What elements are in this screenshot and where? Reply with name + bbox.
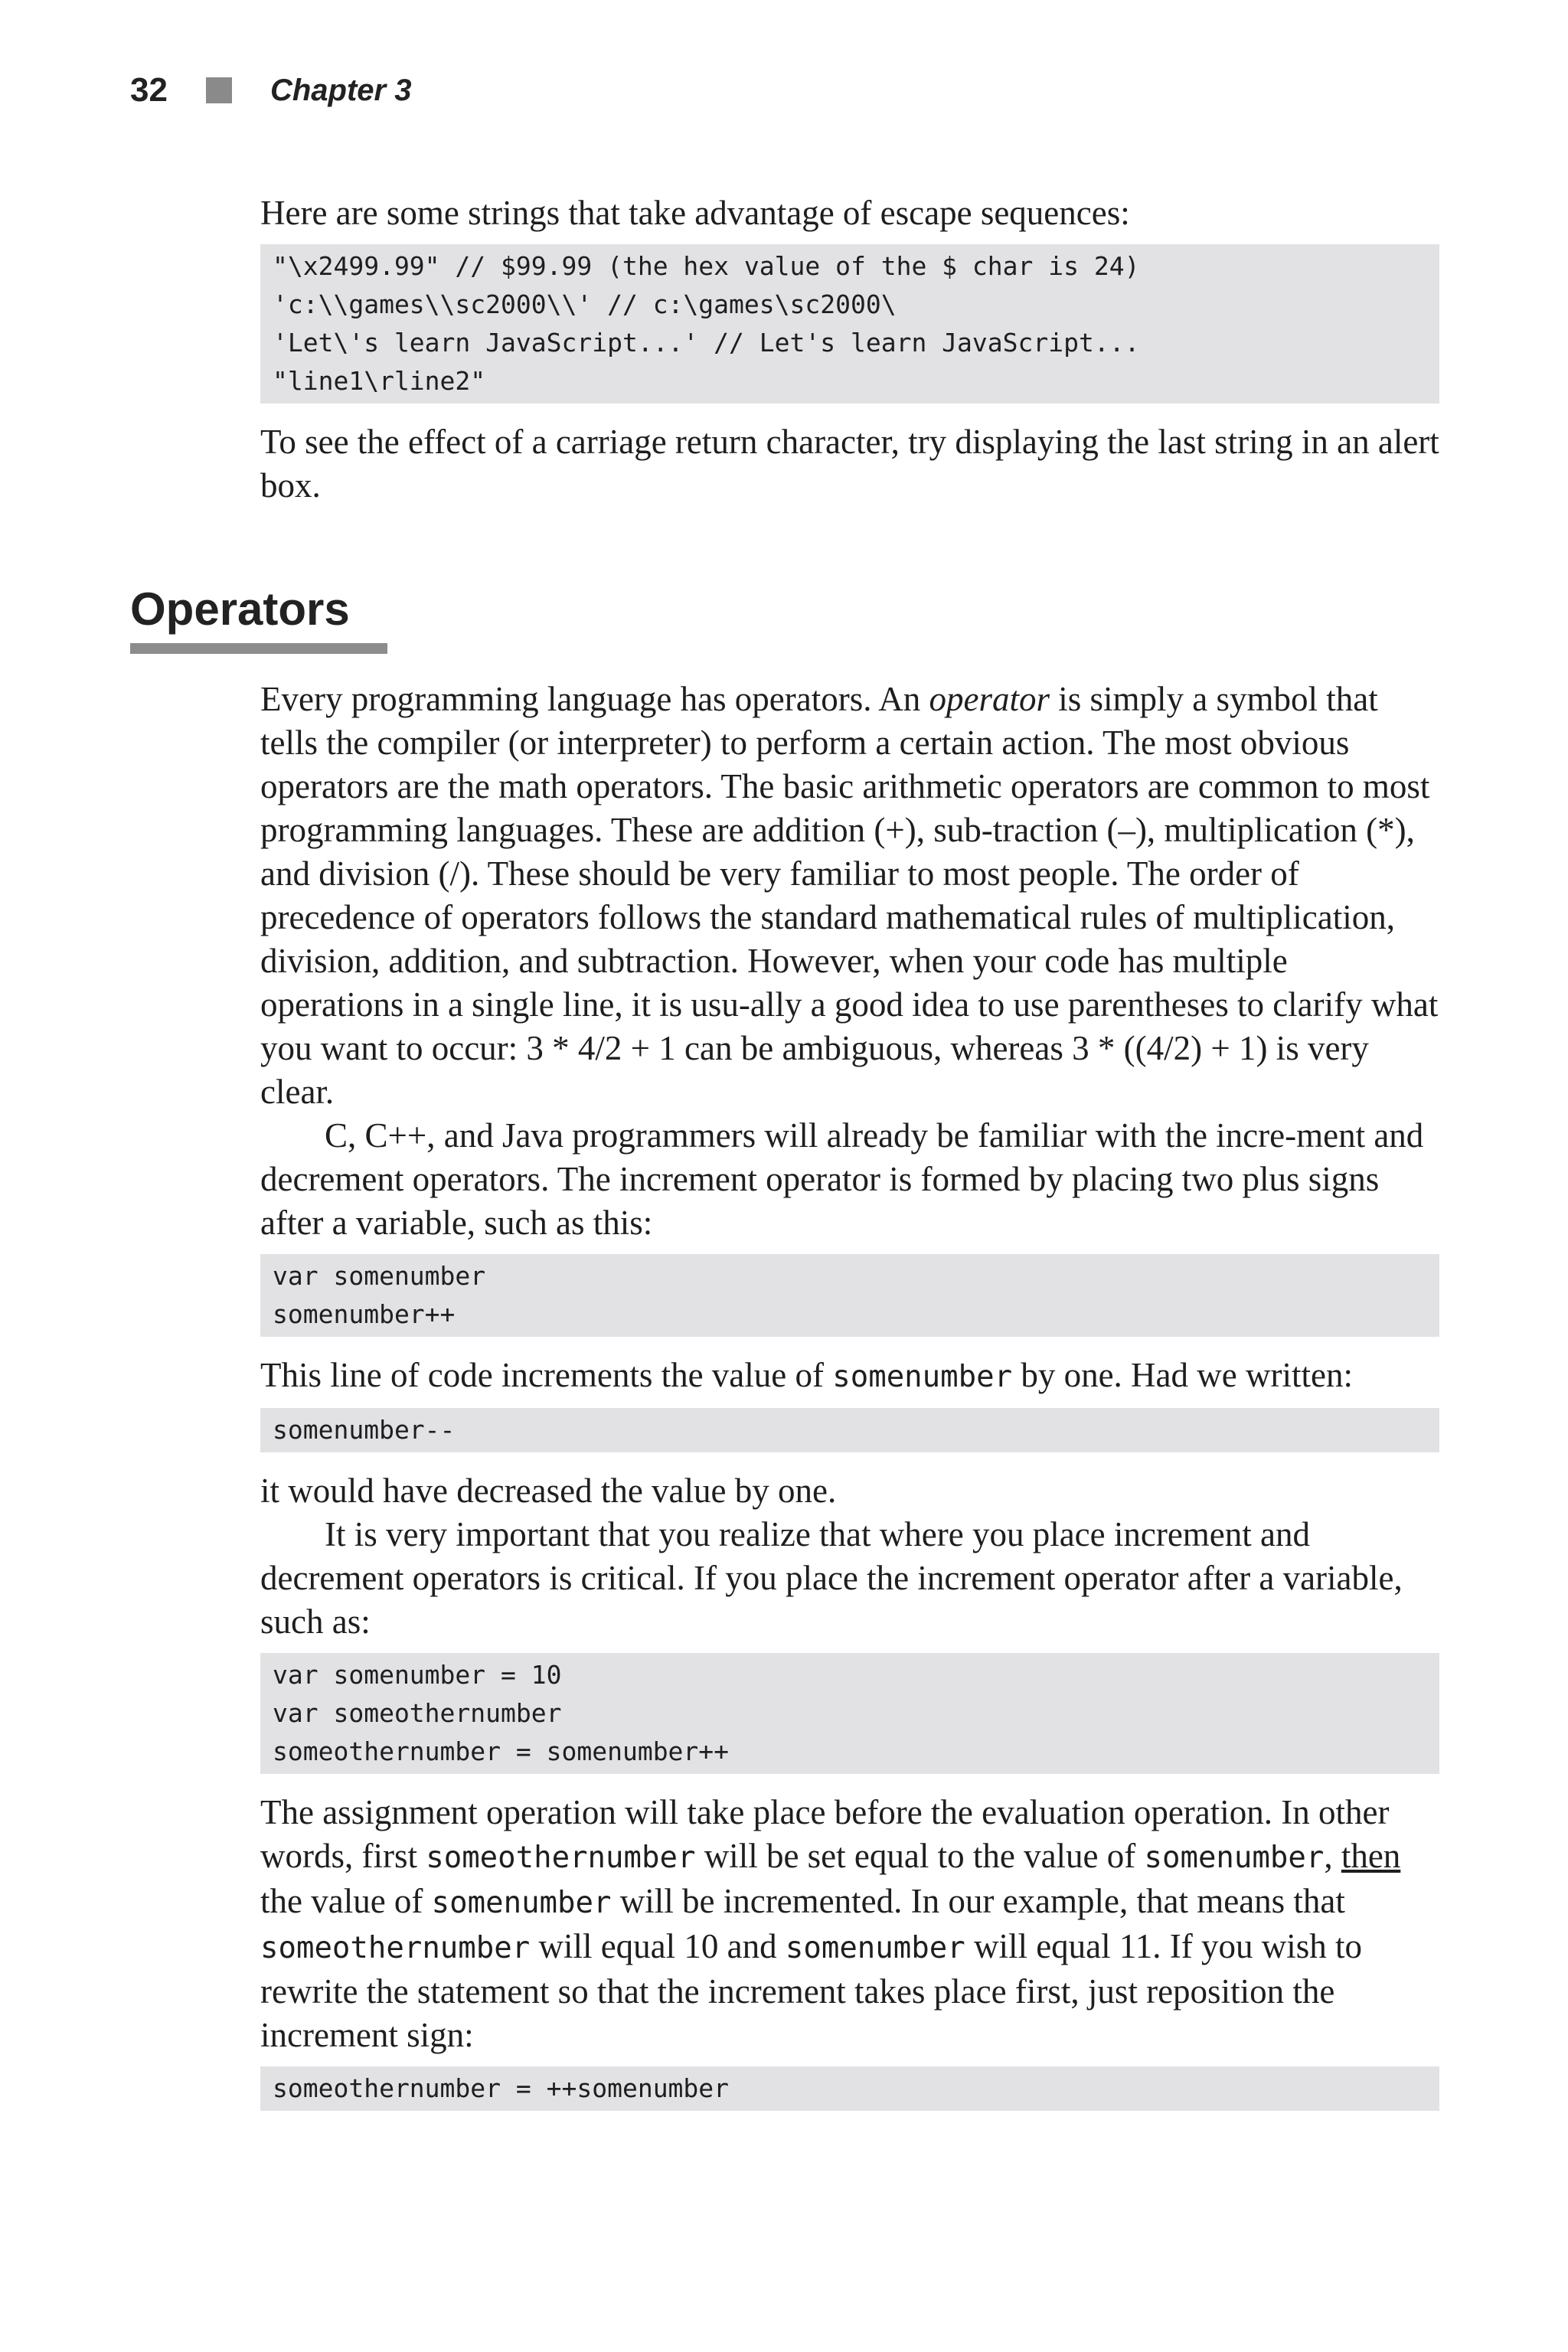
code-block-postfix <box>260 1653 1439 1774</box>
code-line: someothernumber = somenumber++ <box>273 1736 730 1766</box>
inline-code: somenumber <box>785 1931 965 1965</box>
inline-code: somenumber <box>832 1360 1013 1394</box>
code-block-escape-strings <box>260 244 1439 403</box>
text-run: This line of code increments the value of <box>260 1356 833 1394</box>
operators-paragraph-4: it would have decreased the value by one. <box>260 1472 837 1510</box>
operators-paragraph-1 <box>260 678 1439 1114</box>
inline-code: someothernumber <box>426 1841 696 1875</box>
code-line: 'Let\'s learn JavaScript...' // Let's learn JavaScript... <box>273 328 1140 358</box>
operators-paragraph-2: C, C++, and Java programmers will already be familiar with the incre-ment and decrement operators. The increment operator is formed by placing two plus signs after a variable, such as this: <box>260 1116 1424 1242</box>
code-block-prefix <box>260 2066 1439 2111</box>
text-run: is simply a symbol that tells the compiler (or interpreter) to perform a certain action. The most obvious operators are the math operators. The basic arithmetic operators are common to most programming languages. These are addition (+), sub-traction (–), multiplication (*), and division (/). These should be very familiar to most people. The order of precedence of operators follows the standard mathematical rules of multiplication, division, addition, and subtraction. However, when your code has multiple operations in a single line, it is usu-ally a good idea to use parentheses to clarify what you want to occur: 3 * 4/2 + 1 can be ambiguous, whereas 3 * ((4/2) + 1) is very clear. <box>260 680 1439 1111</box>
code-line: var somenumber <box>273 1261 486 1291</box>
emphasis-operator: operator <box>929 680 1050 718</box>
text-run: Every programming language has operators. An <box>260 680 929 718</box>
text-run: The assignment operation will take place before the evaluation operation. In other words, first <box>260 1793 1390 1875</box>
text-run: will be incremented. In our example, that means that <box>611 1882 1345 1920</box>
operators-paragraph-3 <box>260 1354 1439 1399</box>
inline-code: somenumber <box>1144 1841 1325 1875</box>
text-run: will be set equal to the value of <box>695 1837 1145 1875</box>
intro-paragraph: Here are some strings that take advantage of escape sequences: <box>260 194 1130 232</box>
page-number: 32 <box>130 71 168 109</box>
chapter-label: Chapter 3 <box>270 73 412 107</box>
code-line: somenumber-- <box>273 1415 456 1445</box>
intro-section <box>260 191 1439 508</box>
code-line: var someothernumber <box>273 1698 562 1728</box>
text-run: the value of <box>260 1882 432 1920</box>
code-block-decrement <box>260 1408 1439 1452</box>
intro-after-paragraph: To see the effect of a carriage return character, try displaying the last string in an alert box. <box>260 423 1439 505</box>
code-line: "line1\rline2" <box>273 366 486 396</box>
code-line: somenumber++ <box>273 1299 456 1329</box>
code-line: "\x2499.99" // $99.99 (the hex value of the $ char is 24) <box>273 251 1140 281</box>
operators-body <box>260 678 1439 2128</box>
heading-underline-rule <box>130 643 387 654</box>
operators-paragraph-5: It is very important that you realize that where you place increment and decrement operators is critical. If you place the increment operator after a variable, such as: <box>260 1515 1403 1641</box>
code-line: 'c:\\games\\sc2000\\' // c:\games\sc2000\ <box>273 289 897 319</box>
page-header <box>130 67 411 113</box>
inline-code: someothernumber <box>260 1931 531 1965</box>
header-square-icon <box>206 77 232 103</box>
text-run: , <box>1324 1837 1341 1875</box>
code-line: someothernumber = ++somenumber <box>273 2073 730 2103</box>
code-line: var somenumber = 10 <box>273 1660 562 1690</box>
text-run: will equal 10 and <box>530 1927 786 1965</box>
section-heading-block <box>130 582 387 654</box>
underlined-text: then <box>1341 1837 1401 1875</box>
text-run: will equal 11. If you wish to rewrite the statement so that the increment takes place first, just reposition the increment sign: <box>260 1927 1362 2054</box>
text-run: by one. Had we written: <box>1012 1356 1353 1394</box>
section-heading: Operators <box>130 583 350 635</box>
code-block-increment <box>260 1254 1439 1337</box>
operators-paragraph-6 <box>260 1791 1439 2057</box>
inline-code: somenumber <box>431 1886 612 1920</box>
